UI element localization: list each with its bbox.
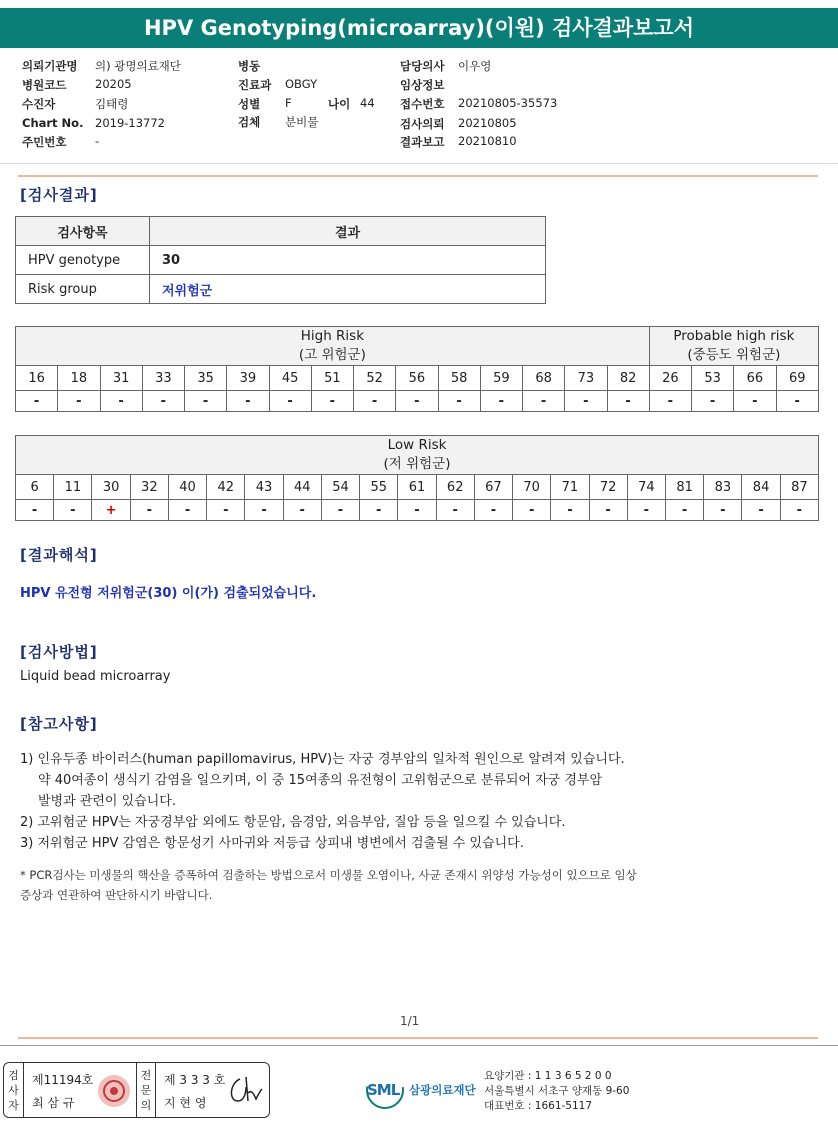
table-row xyxy=(16,246,546,275)
note-line: 발병과 관련이 있습니다. xyxy=(38,794,176,809)
probable-risk-subtitle: (중등도 위험군) xyxy=(687,347,781,363)
genotype-cell: 43 xyxy=(245,475,283,500)
genotype-cell: 16 xyxy=(16,366,58,391)
genotype-cell: 56 xyxy=(396,366,438,391)
footnote-line: 증상과 연관하여 판단하시기 바랍니다. xyxy=(20,888,213,902)
genotype-result-cell: - xyxy=(565,391,607,412)
examiner-no: 제11194호 xyxy=(32,1073,94,1087)
genotype-result-cell: - xyxy=(396,391,438,412)
genotype-result-cell: - xyxy=(607,391,649,412)
high-risk-subtitle: (고 위험군) xyxy=(298,347,366,363)
patient-label: 수진자 xyxy=(22,97,56,111)
genotype-result-cell: - xyxy=(474,500,512,521)
notes-list xyxy=(20,749,820,854)
logo-text: SML xyxy=(367,1081,400,1099)
report-title: HPV Genotyping(microarray)(이원) 검사결과보고서 xyxy=(0,8,838,48)
section-method-title: [검사방법] xyxy=(20,643,98,661)
genotype-cell: 72 xyxy=(589,475,627,500)
specialist-label: 전문의 xyxy=(136,1063,156,1117)
id-value: - xyxy=(95,134,100,148)
genotype-result-cell: - xyxy=(207,500,245,521)
low-risk-title-cell xyxy=(16,436,819,475)
row-value: 30 xyxy=(150,246,546,275)
low-risk-subtitle: (저 위험군) xyxy=(383,456,451,472)
genotype-cell: 61 xyxy=(398,475,436,500)
genotype-cell: 70 xyxy=(513,475,551,500)
genotype-cell: 84 xyxy=(742,475,780,500)
row-item: Risk group xyxy=(16,275,150,304)
institution-label: 의뢰기관명 xyxy=(22,59,78,73)
genotype-result-cell: - xyxy=(589,500,627,521)
genotype-cell: 66 xyxy=(734,366,776,391)
footnote-line: * PCR검사는 미생물의 핵산을 증폭하여 검출하는 방법으로서 미생물 오염이나, 사균 존재시 위양성 가능성이 있으므로 임상 xyxy=(20,868,637,882)
genotype-result-cell: - xyxy=(269,391,311,412)
signature-scribble-icon xyxy=(226,1073,264,1107)
genotype-cell: 33 xyxy=(142,366,184,391)
id-label: 주민번호 xyxy=(22,135,67,149)
receipt-value: 20210805-35573 xyxy=(458,96,558,110)
note-line: 약 40여종이 생식기 감염을 일으키며, 이 중 15여종의 유전형이 고위험군으로 분류되어 자궁 경부암 xyxy=(38,773,603,788)
probable-risk-title: Probable high risk xyxy=(673,328,795,344)
footer-divider xyxy=(0,1045,838,1046)
genotype-result-cell: - xyxy=(704,500,742,521)
examiner-seal-icon xyxy=(96,1073,132,1109)
high-risk-title: High Risk xyxy=(300,328,365,344)
genotype-result-cell: - xyxy=(58,391,100,412)
report-value: 20210810 xyxy=(458,134,517,148)
note-line: 1) 인유두종 바이러스(human papillomavirus, HPV)는 자궁 경부암의 일차적 원인으로 알려져 있습니다. xyxy=(20,752,625,767)
low-risk-results-row xyxy=(16,500,819,521)
genotype-result-cell: - xyxy=(776,391,819,412)
genotype-result-cell: - xyxy=(438,391,480,412)
genotype-result-cell: + xyxy=(92,500,130,521)
footnote xyxy=(20,865,820,905)
care-no: 요양기관 : 1 1 3 6 5 2 0 0 xyxy=(484,1070,612,1082)
genotype-cell: 51 xyxy=(311,366,353,391)
method-text: Liquid bead microarray xyxy=(20,669,171,684)
request-label: 검사의뢰 xyxy=(400,117,445,131)
chart-value: 2019-13772 xyxy=(95,116,165,130)
genotype-cell: 83 xyxy=(704,475,742,500)
clinical-label: 임상정보 xyxy=(400,78,445,92)
genotype-result-cell: - xyxy=(665,500,703,521)
genotype-cell: 45 xyxy=(269,366,311,391)
genotype-cell: 82 xyxy=(607,366,649,391)
genotype-cell: 32 xyxy=(130,475,168,500)
section-notes-title: [참고사항] xyxy=(20,715,98,733)
genotype-result-cell: - xyxy=(283,500,321,521)
genotype-cell: 68 xyxy=(523,366,565,391)
row-item: HPV genotype xyxy=(16,246,150,275)
genotype-cell: 69 xyxy=(776,366,819,391)
table-row xyxy=(16,275,546,304)
examiner-label: 검사자 xyxy=(4,1063,24,1117)
doctor-label: 담당의사 xyxy=(400,59,445,73)
genotype-cell: 87 xyxy=(780,475,818,500)
header-divider xyxy=(0,163,838,164)
genotype-result-cell: - xyxy=(54,500,92,521)
genotype-cell: 18 xyxy=(58,366,100,391)
genotype-result-cell: - xyxy=(742,500,780,521)
high-risk-results-row xyxy=(16,391,819,412)
request-value: 20210805 xyxy=(458,116,517,130)
low-risk-table xyxy=(15,435,819,521)
chart-label: Chart No. xyxy=(22,116,84,130)
genotype-cell: 74 xyxy=(627,475,665,500)
genotype-cell: 73 xyxy=(565,366,607,391)
genotype-result-cell: - xyxy=(100,391,142,412)
high-risk-title-cell xyxy=(16,327,650,366)
hospital-code-value: 20205 xyxy=(95,77,132,91)
phone: 대표번호 : 1661-5117 xyxy=(484,1100,593,1112)
note-line: 2) 고위험군 HPV는 자궁경부암 외에도 항문암, 음경암, 외음부암, 질암 등을 일으킬 수 있습니다. xyxy=(20,815,566,830)
genotype-result-cell: - xyxy=(692,391,734,412)
genotype-result-cell: - xyxy=(436,500,474,521)
genotype-result-cell: - xyxy=(321,500,359,521)
high-risk-types-row xyxy=(16,366,819,391)
genotype-cell: 40 xyxy=(168,475,206,500)
row-value: 저위험군 xyxy=(150,275,546,304)
sex-value: F xyxy=(285,96,292,110)
footer-info xyxy=(484,1069,629,1114)
genotype-cell: 42 xyxy=(207,475,245,500)
genotype-cell: 71 xyxy=(551,475,589,500)
genotype-cell: 26 xyxy=(649,366,691,391)
org-name: 삼광의료재단 xyxy=(409,1083,476,1097)
genotype-result-cell: - xyxy=(185,391,227,412)
ward-label: 병동 xyxy=(238,59,261,73)
genotype-cell: 35 xyxy=(185,366,227,391)
address: 서울특별시 서초구 양재동 9-60 xyxy=(484,1085,630,1097)
low-risk-title: Low Risk xyxy=(387,437,447,453)
genotype-cell: 44 xyxy=(283,475,321,500)
note-line: 3) 저위험군 HPV 감염은 항문성기 사마귀와 저등급 상피내 병변에서 검출될 수 있습니다. xyxy=(20,836,524,851)
genotype-result-cell: - xyxy=(480,391,522,412)
patient-value: 김태령 xyxy=(95,97,129,111)
high-risk-header xyxy=(16,327,819,366)
low-risk-types-row xyxy=(16,475,819,500)
genotype-result-cell: - xyxy=(227,391,269,412)
genotype-result-cell: - xyxy=(398,500,436,521)
genotype-result-cell: - xyxy=(16,391,58,412)
genotype-result-cell: - xyxy=(780,500,818,521)
hospital-code-label: 병원코드 xyxy=(22,78,67,92)
interpretation-text: HPV 유전형 저위험군(30) 이(가) 검출되었습니다. xyxy=(20,586,317,601)
orange-divider-bottom xyxy=(18,1037,818,1039)
genotype-cell: 31 xyxy=(100,366,142,391)
genotype-result-cell: - xyxy=(360,500,398,521)
genotype-result-cell: - xyxy=(142,391,184,412)
genotype-cell: 11 xyxy=(54,475,92,500)
dept-value: OBGY xyxy=(285,77,318,91)
sex-label: 성별 xyxy=(238,97,261,111)
section-result-title: [검사결과] xyxy=(20,186,98,204)
page-number: 1/1 xyxy=(400,1014,420,1028)
genotype-result-cell: - xyxy=(311,391,353,412)
genotype-result-cell: - xyxy=(245,500,283,521)
genotype-result-cell: - xyxy=(513,500,551,521)
genotype-result-cell: - xyxy=(168,500,206,521)
age-label: 나이 xyxy=(328,97,351,111)
genotype-result-cell: - xyxy=(130,500,168,521)
genotype-cell: 55 xyxy=(360,475,398,500)
dept-label: 진료과 xyxy=(238,78,272,92)
genotype-cell: 62 xyxy=(436,475,474,500)
genotype-cell: 54 xyxy=(321,475,359,500)
examiner-name: 최 삼 규 xyxy=(32,1096,75,1110)
age-value: 44 xyxy=(360,96,375,110)
specimen-label: 검체 xyxy=(238,115,261,129)
genotype-cell: 30 xyxy=(92,475,130,500)
genotype-cell: 67 xyxy=(474,475,512,500)
genotype-result-cell: - xyxy=(523,391,565,412)
section-interpretation-title: [결과해석] xyxy=(20,546,98,564)
institution-value: 의) 광명의료재단 xyxy=(95,59,181,73)
genotype-result-cell: - xyxy=(649,391,691,412)
signature-box xyxy=(3,1062,270,1118)
result-table-header xyxy=(16,217,546,246)
genotype-result-cell: - xyxy=(551,500,589,521)
col-item-header: 검사항목 xyxy=(16,217,150,246)
genotype-cell: 53 xyxy=(692,366,734,391)
genotype-cell: 58 xyxy=(438,366,480,391)
genotype-cell: 52 xyxy=(354,366,396,391)
col-result-header: 결과 xyxy=(150,217,546,246)
genotype-result-cell: - xyxy=(354,391,396,412)
genotype-cell: 39 xyxy=(227,366,269,391)
genotype-cell: 81 xyxy=(665,475,703,500)
specimen-value: 분비물 xyxy=(285,115,319,129)
high-risk-table xyxy=(15,326,819,412)
result-table xyxy=(15,216,546,304)
orange-divider-top xyxy=(18,175,818,177)
genotype-result-cell: - xyxy=(734,391,776,412)
specialist-name: 지 현 영 xyxy=(164,1096,207,1110)
sml-logo-icon xyxy=(365,1070,405,1110)
genotype-result-cell: - xyxy=(16,500,54,521)
probable-risk-title-cell xyxy=(649,327,818,366)
low-risk-header xyxy=(16,436,819,475)
doctor-value: 이우영 xyxy=(458,59,492,73)
specialist-no: 제 3 3 3 호 xyxy=(164,1073,226,1087)
receipt-label: 접수번호 xyxy=(400,97,445,111)
genotype-cell: 59 xyxy=(480,366,522,391)
genotype-cell: 6 xyxy=(16,475,54,500)
genotype-result-cell: - xyxy=(627,500,665,521)
report-label: 결과보고 xyxy=(400,135,445,149)
